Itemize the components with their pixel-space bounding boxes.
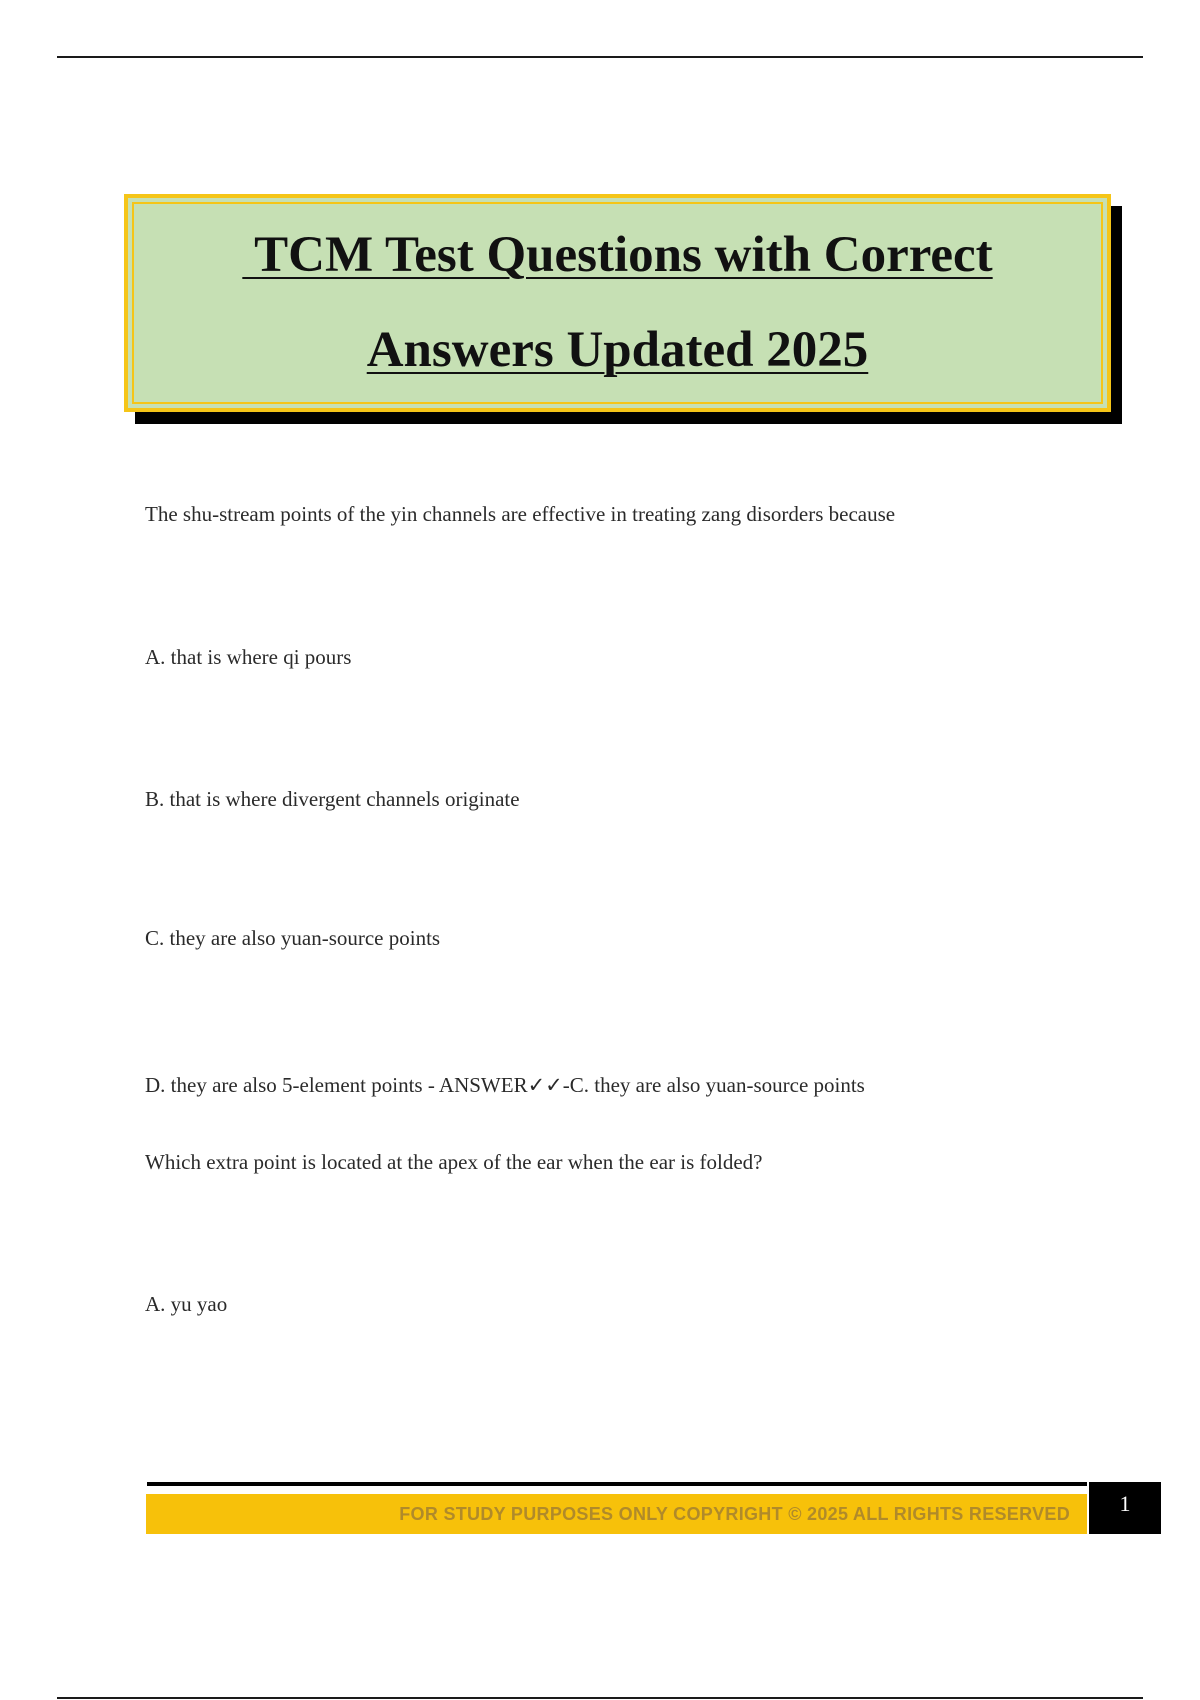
document-title-line-2: Answers Updated 2025 <box>366 322 869 378</box>
question-1-option-a: A. that is where qi pours <box>145 645 352 669</box>
question-2-option-a: A. yu yao <box>145 1292 228 1316</box>
document-title-line-1: TCM Test Questions with Correct <box>242 227 993 283</box>
page-number-box <box>1089 1482 1161 1534</box>
title-box <box>124 194 1111 412</box>
footer-copyright: FOR STUDY PURPOSES ONLY COPYRIGHT © 2025 ALL RIGHTS RESERVED <box>399 1503 1070 1524</box>
bottom-rule <box>57 1697 1143 1699</box>
footer-bar <box>146 1494 1087 1534</box>
question-1-option-b: B. that is where divergent channels originate <box>145 787 520 811</box>
question-1-option-c: C. they are also yuan-source points <box>145 926 441 950</box>
footer-rule <box>147 1482 1087 1486</box>
question-2-text: Which extra point is located at the apex of the ear when the ear is folded? <box>145 1150 763 1174</box>
question-1-text: The shu-stream points of the yin channels are effective in treating zang disorders because <box>145 502 896 526</box>
question-1-option-d-answer: D. they are also 5-element points - ANSWER✓✓-C. they are also yuan-source points <box>145 1073 865 1097</box>
top-rule <box>57 56 1143 58</box>
page-number: 1 <box>1119 1491 1131 1516</box>
